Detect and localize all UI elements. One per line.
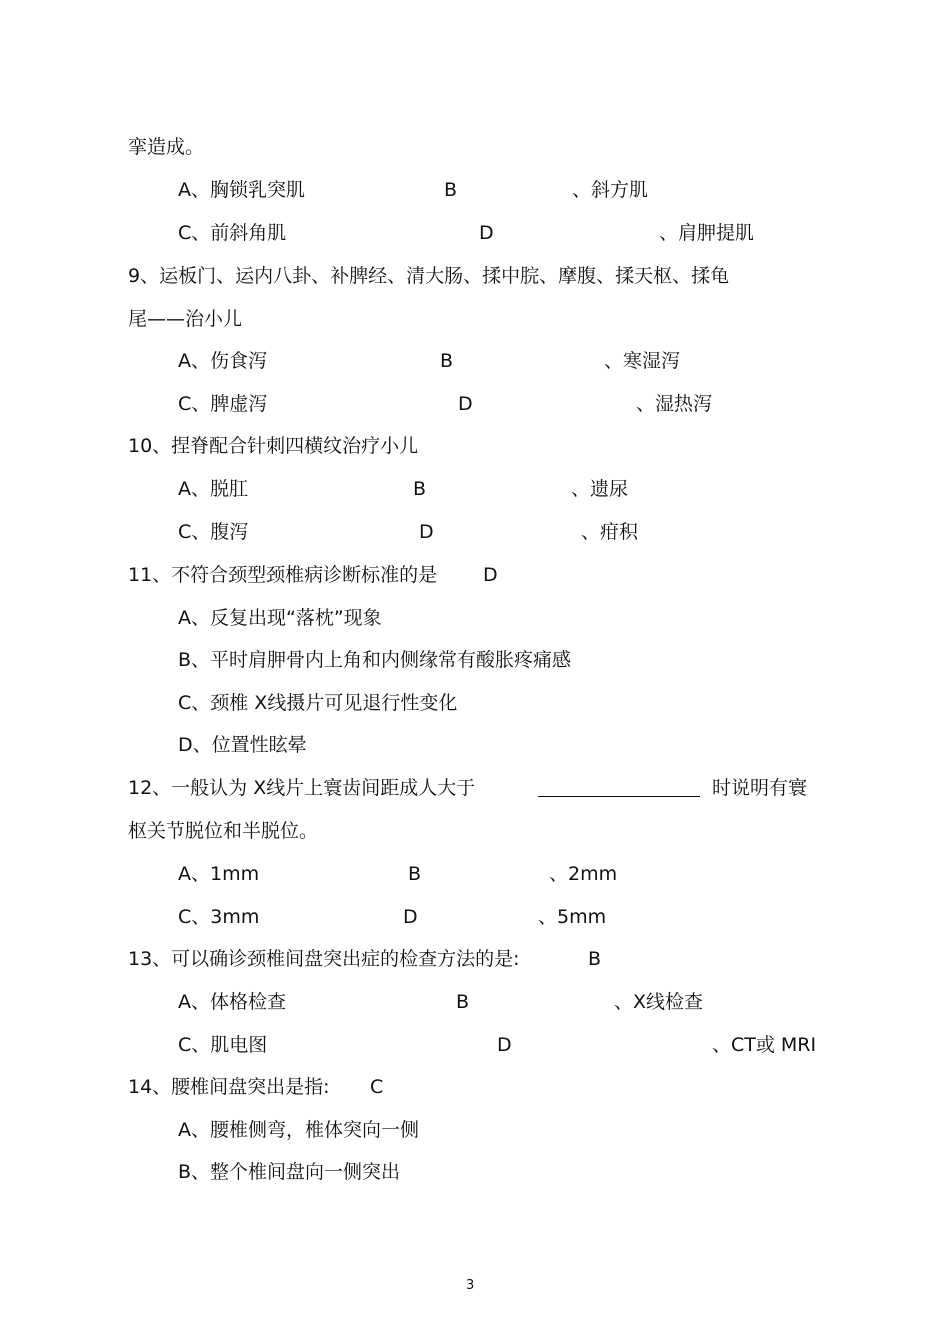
option-d-letter: D (497, 1034, 512, 1056)
option-d-letter: D (403, 906, 418, 928)
option-b-text: 、斜方肌 (572, 179, 649, 201)
question-12-cont: 枢关节脱位和半脱位。 (128, 820, 319, 842)
option-d-text: 、肩胛提肌 (659, 222, 755, 244)
option-d: D、位置性眩晕 (178, 734, 307, 756)
option-b-letter: B (440, 350, 454, 372)
question-13: 13、可以确诊颈椎间盘突出症的检查方法的是: (128, 948, 520, 970)
answer-13: B (588, 948, 602, 970)
option-a: A、伤食泻 (178, 350, 267, 372)
option-a: A、反复出现“落枕”现象 (178, 607, 382, 629)
option-c: C、3mm (178, 906, 260, 928)
option-a: A、脱肛 (178, 478, 248, 500)
option-c: C、肌电图 (178, 1034, 268, 1056)
fill-in-blank (538, 796, 700, 797)
option-c: C、脾虚泻 (178, 393, 268, 415)
option-d-text: 、5mm (538, 906, 607, 928)
option-b-text: 、寒湿泻 (604, 350, 681, 372)
option-b-text: 、遗尿 (571, 478, 629, 500)
option-d-letter: D (419, 521, 434, 543)
question-12: 12、一般认为 X线片上寰齿间距成人大于 (128, 777, 476, 799)
option-a: A、胸锁乳突肌 (178, 179, 305, 201)
option-b-letter: B (456, 991, 470, 1013)
option-d-text: 、湿热泻 (636, 393, 713, 415)
question-11: 11、不符合颈型颈椎病诊断标准的是 (128, 564, 438, 586)
option-a: A、腰椎侧弯，椎体突向一侧 (178, 1119, 419, 1141)
option-d-letter: D (458, 393, 473, 415)
page-number: 3 (466, 1278, 475, 1293)
option-c: C、腹泻 (178, 521, 249, 543)
option-d-text: 、疳积 (581, 521, 639, 543)
question-9-cont: 尾——治小儿 (128, 308, 243, 330)
option-c: C、前斜角肌 (178, 222, 287, 244)
option-b-letter: B (408, 863, 422, 885)
question-14: 14、腰椎间盘突出是指: (128, 1076, 330, 1098)
answer-11: D (483, 564, 498, 586)
option-b-letter: B (444, 179, 458, 201)
option-b-text: 、X线检查 (614, 991, 704, 1013)
option-a: A、体格检查 (178, 991, 286, 1013)
option-b: B、平时肩胛骨内上角和内侧缘常有酸胀疼痛感 (178, 649, 572, 671)
option-d-letter: D (479, 222, 494, 244)
option-a: A、1mm (178, 863, 260, 885)
question-10: 10、捏脊配合针刺四横纹治疗小儿 (128, 435, 419, 457)
option-b-letter: B (413, 478, 427, 500)
option-c: C、颈椎 X线摄片可见退行性变化 (178, 692, 458, 714)
question-12-tail: 时说明有寰 (712, 777, 808, 799)
answer-14: C (370, 1076, 384, 1098)
option-b: B、整个椎间盘向一侧突出 (178, 1161, 401, 1183)
text-line: 挛造成。 (128, 136, 205, 158)
question-9: 9、运板门、运内八卦、补脾经、清大肠、揉中脘、摩腹、揉天枢、揉龟 (128, 265, 730, 287)
option-b-text: 、2mm (549, 863, 618, 885)
option-d-text: 、CT或 MRI (712, 1034, 817, 1056)
